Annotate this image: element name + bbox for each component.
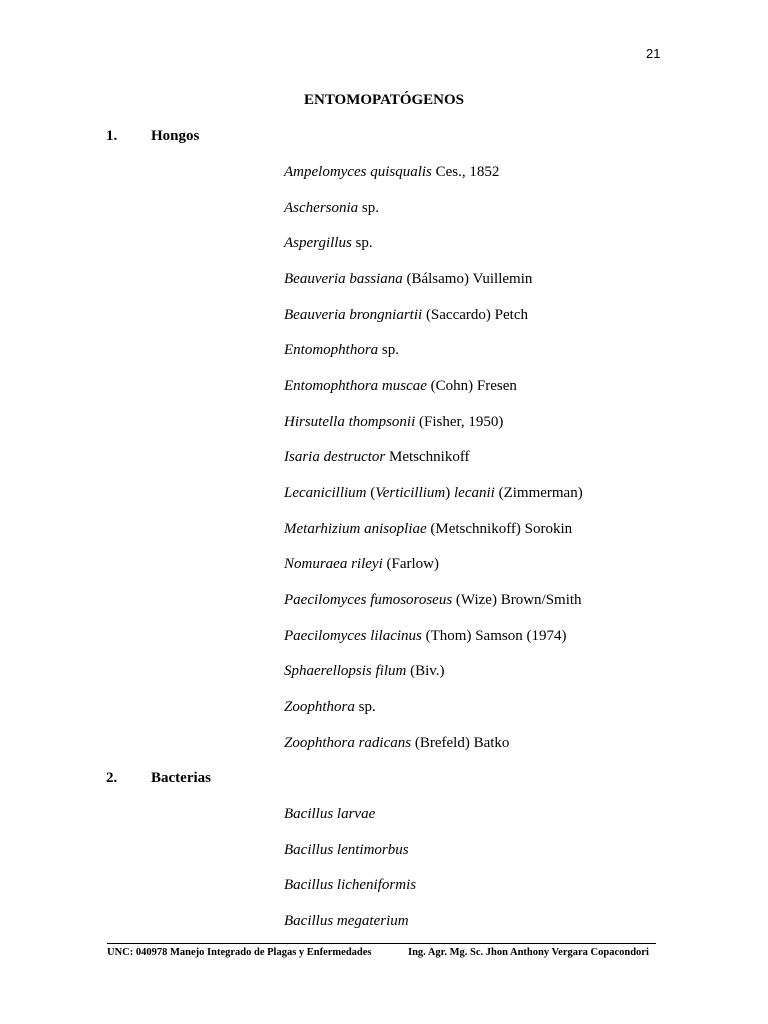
species-authority: sp. [358,200,380,216]
species-name: Bacillus larvae [284,806,376,822]
page-title: ENTOMOPATÓGENOS [303,92,465,108]
list-item [284,521,572,538]
species-authority: (Wize) Brown/Smith [452,592,582,608]
species-name: Ampelomyces quisqualis [284,164,432,180]
species-name: Zoophthora [284,699,355,715]
species-name: Aschersonia [284,200,359,216]
list-item [284,556,439,573]
species-authority: (Cohn) Fresen [426,378,517,394]
species-authority: Ces., 1852 [431,164,500,180]
species-name: Zoophthora radicans [284,735,412,751]
species-name: Beauveria brongniartii [284,307,423,323]
species-authority: (Thom) Samson (1974) [421,628,567,644]
species-authority: (Biv.) [406,663,445,679]
section-heading-bacterias [106,770,211,787]
species-authority: Metschnikoff [385,449,470,465]
species-name: Bacillus megaterium [284,913,409,929]
species-authority: (Farlow) [382,556,439,572]
list-item [284,378,517,395]
species-name: Paecilomyces lilacinus [284,628,422,644]
list-item [284,164,499,181]
list-item [284,485,583,502]
species-name: Aspergillus [284,235,352,251]
species-name: Paecilomyces fumosoroseus [284,592,453,608]
list-item [284,414,503,431]
footer-course: UNC: 040978 Manejo Integrado de Plagas y Enfermedades [107,947,372,958]
list-item [284,806,375,823]
species-name: Beauveria bassiana [284,271,403,287]
species-name: Entomophthora muscae [284,378,427,394]
species-name: Entomophthora [284,342,379,358]
list-item [284,735,509,752]
section-heading-hongos [106,128,199,145]
species-authority: sp. [378,342,400,358]
section-title: Hongos [151,128,200,144]
list-item [284,913,409,930]
species-authority: (Bálsamo) Vuillemin [402,271,533,287]
species-name: Bacillus licheniformis [284,877,417,893]
species-authority: ) [445,485,454,501]
list-item [284,449,470,466]
species-name: Hirsutella thompsonii [284,414,416,430]
list-item [284,877,416,894]
species-epithet: lecanii [454,485,495,501]
species-authority: (Brefeld) Batko [411,735,510,751]
list-item [284,842,409,859]
species-name: Metarhizium anisopliae [284,521,427,537]
footer-rule [107,943,656,944]
list-item [284,592,582,609]
species-name: Isaria destructor [284,449,386,465]
list-item [284,699,376,716]
species-authority: (Fisher, 1950) [415,414,504,430]
footer-author: Ing. Agr. Mg. Sc. Jhon Anthony Vergara Copacondori [408,947,649,958]
species-synonym: Verticillium [375,485,446,501]
section-number: 1. [106,128,118,144]
list-item [284,342,399,359]
species-authority: sp. [351,235,373,251]
list-item [284,200,379,217]
species-name: Nomuraea rileyi [284,556,383,572]
page-number: 21 [646,46,661,61]
species-authority: (Metschnikoff) Sorokin [426,521,573,537]
species-name: Lecanicillium [284,485,367,501]
list-item [284,235,373,252]
list-item [284,628,566,645]
species-name: Bacillus lentimorbus [284,842,409,858]
species-authority: (Saccardo) Petch [422,307,528,323]
species-authority: (Zimmerman) [494,485,583,501]
species-authority: ( [366,485,376,501]
species-name: Sphaerellopsis filum [284,663,407,679]
list-item [284,663,445,680]
list-item [284,271,532,288]
list-item [284,307,528,324]
section-title: Bacterias [151,770,211,786]
species-authority: sp. [354,699,376,715]
section-number: 2. [106,770,118,786]
